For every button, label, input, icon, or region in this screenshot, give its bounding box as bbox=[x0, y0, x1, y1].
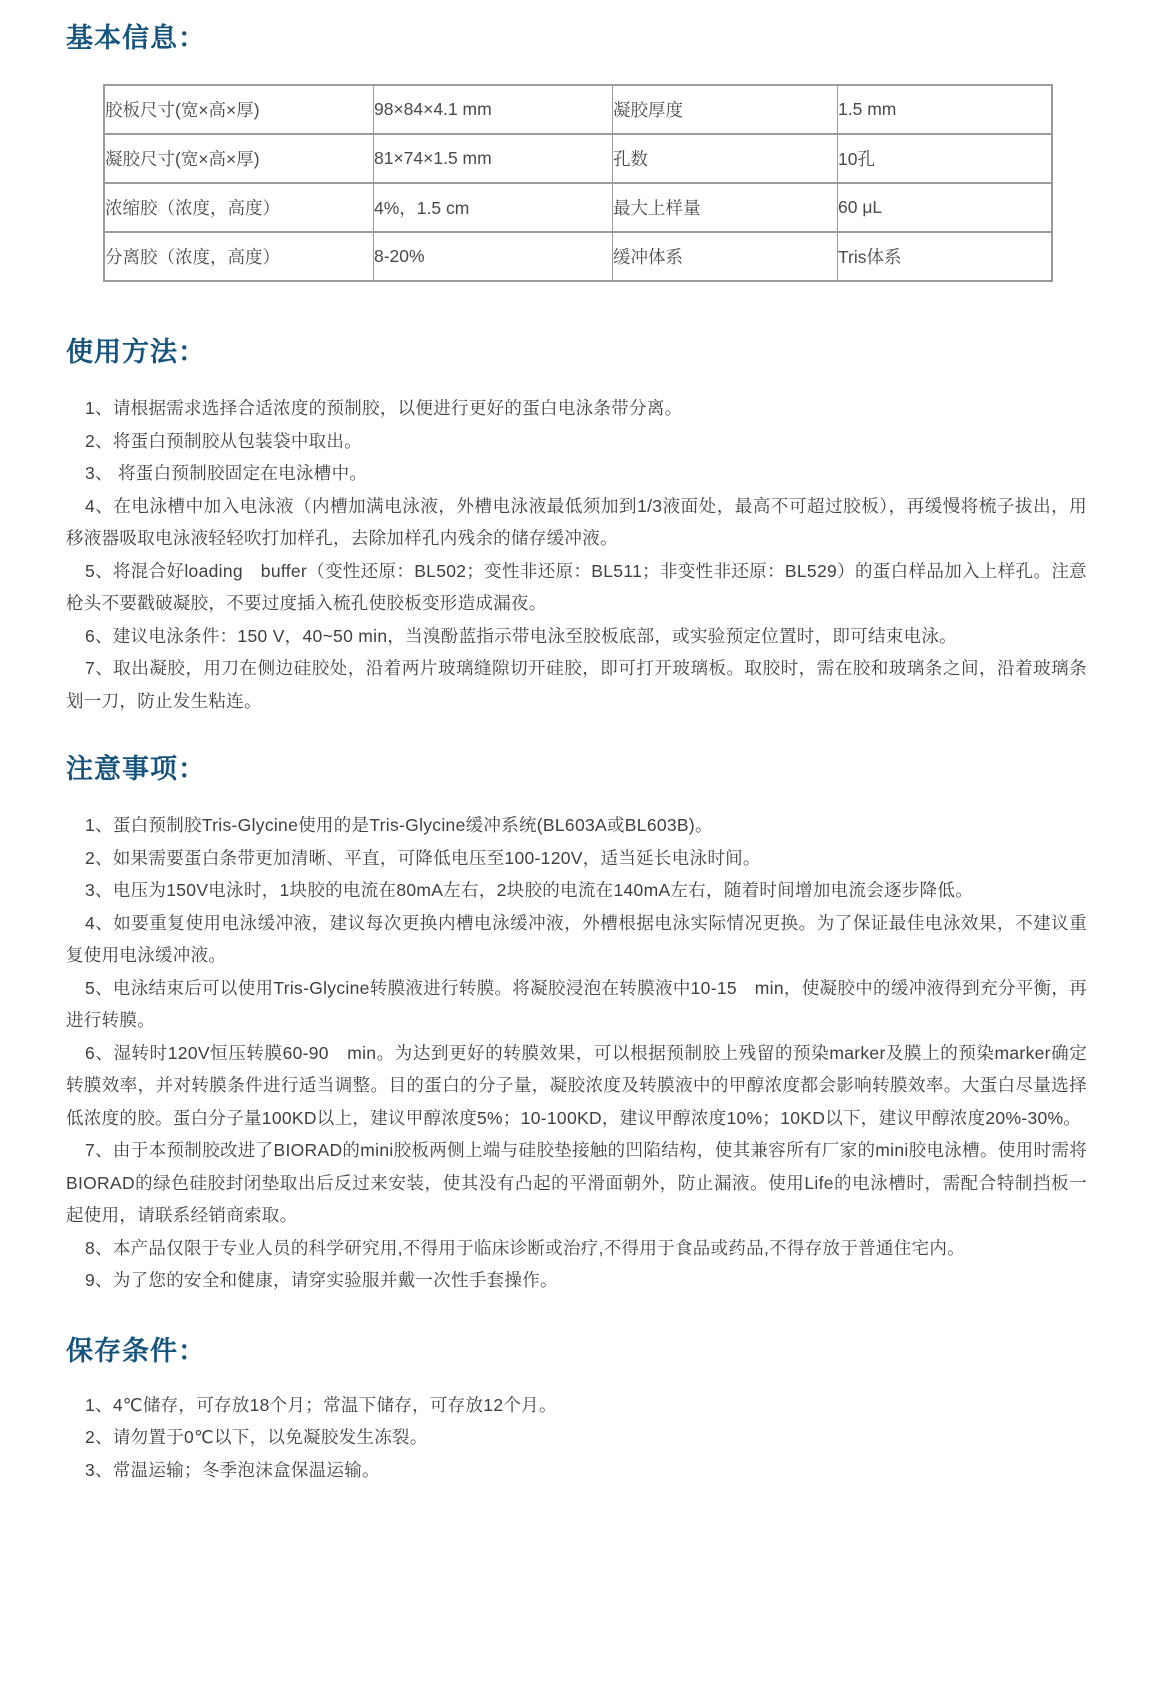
table-row bbox=[104, 134, 1052, 183]
table-cell-label: 分离胶（浓度，高度） bbox=[104, 232, 374, 281]
list-item: 5、电泳结束后可以使用Tris-Glycine转膜液进行转膜。将凝胶浸泡在转膜液中10-15 min，使凝胶中的缓冲液得到充分平衡，再进行转膜。 bbox=[66, 977, 1087, 1030]
table-cell-value: 4%，1.5 cm bbox=[374, 183, 613, 232]
basic-info-table bbox=[103, 84, 1053, 282]
basic-info-title: 基本信息： bbox=[66, 23, 206, 53]
section-basic-info bbox=[66, 20, 1087, 282]
table-row bbox=[104, 183, 1052, 232]
table-cell-label: 凝胶厚度 bbox=[613, 85, 838, 134]
section-usage-instructions bbox=[66, 334, 1087, 717]
storage-title: 保存条件： bbox=[66, 1335, 206, 1366]
notes-title: 注意事项： bbox=[66, 754, 206, 784]
table-cell-label: 胶板尺寸(宽×高×厚) bbox=[104, 85, 374, 134]
list-item: 2、如果需要蛋白条带更加清晰、平直，可降低电压至100-120V，适当延长电泳时间。 bbox=[85, 847, 761, 868]
table-cell-label: 浓缩胶（浓度，高度） bbox=[104, 183, 374, 232]
list-item: 4、如要重复使用电泳缓冲液，建议每次更换内槽电泳缓冲液，外槽根据电泳实际情况更换。为了保证最佳电泳效果，不建议重复使用电泳缓冲液。 bbox=[66, 912, 1087, 965]
table-cell-label: 孔数 bbox=[613, 134, 838, 183]
list-item: 7、由于本预制胶改进了BIORAD的mini胶板两侧上端与硅胶垫接触的凹陷结构，使其兼容所有厂家的mini胶电泳槽。使用时需将BIORAD的绿色硅胶封闭垫取出后反过来安装，使其没有凸起的平滑面朝外，防止漏液。使用Life的电泳槽时，需配合特制挡板一起使用，请联系经销商索取。 bbox=[66, 1140, 1087, 1225]
list-item: 6、建议电泳条件：150 V，40~50 min，当溴酚蓝指示带电泳至胶板底部，或实验预定位置时，即可结束电泳。 bbox=[85, 625, 957, 646]
notes-list bbox=[66, 809, 1087, 1297]
list-item: 1、请根据需求选择合适浓度的预制胶，以便进行更好的蛋白电泳条带分离。 bbox=[85, 398, 683, 418]
list-item: 3、电压为150V电泳时，1块胶的电流在80mA左右，2块胶的电流在140mA左右，随着时间增加电流会逐步降低。 bbox=[85, 880, 974, 900]
table-cell-label: 凝胶尺寸(宽×高×厚) bbox=[104, 134, 374, 183]
table-cell-value: 1.5 mm bbox=[838, 85, 1053, 134]
table-row bbox=[104, 232, 1052, 281]
list-item: 1、蛋白预制胶Tris-Glycine使用的是Tris-Glycine缓冲系统(BL603A或BL603B)。 bbox=[85, 815, 713, 835]
section-precautions bbox=[66, 751, 1087, 1297]
table-cell-value: 81×74×1.5 mm bbox=[374, 134, 613, 183]
table-cell-value: Tris体系 bbox=[838, 232, 1053, 281]
list-item: 2、请勿置于0℃以下，以免凝胶发生冻裂。 bbox=[85, 1427, 428, 1447]
usage-title: 使用方法： bbox=[66, 337, 206, 367]
table-cell-value: 10孔 bbox=[838, 134, 1053, 183]
list-item: 5、将混合好loading buffer（变性还原：BL502；变性非还原：BL511；非变性非还原：BL529）的蛋白样品加入上样孔。注意枪头不要戳破凝胶，不要过度插入梳孔使胶板变形造成漏夜。 bbox=[66, 560, 1087, 613]
usage-list bbox=[66, 392, 1087, 717]
table-cell-label: 缓冲体系 bbox=[613, 232, 838, 281]
table-cell-value: 98×84×4.1 mm bbox=[374, 85, 613, 134]
list-item: 4、在电泳槽中加入电泳液（内槽加满电泳液，外槽电泳液最低须加到1/3液面处，最高不可超过胶板），再缓慢将梳子拔出，用移液器吸取电泳液轻轻吹打加样孔，去除加样孔内残余的储存缓冲液。 bbox=[66, 495, 1087, 548]
list-item: 1、4℃储存，可存放18个月；常温下储存，可存放12个月。 bbox=[85, 1394, 557, 1415]
section-storage-conditions bbox=[66, 1333, 1087, 1487]
list-item: 3、常温运输；冬季泡沫盒保温运输。 bbox=[85, 1459, 380, 1480]
table-cell-label: 最大上样量 bbox=[613, 183, 838, 232]
table-cell-value: 60 μL bbox=[838, 183, 1053, 232]
table-row bbox=[104, 85, 1052, 134]
list-item: 9、为了您的安全和健康，请穿实验服并戴一次性手套操作。 bbox=[85, 1270, 558, 1290]
storage-list bbox=[66, 1389, 1087, 1487]
table-cell-value: 8-20% bbox=[374, 232, 613, 281]
list-item: 7、取出凝胶，用刀在侧边硅胶处，沿着两片玻璃缝隙切开硅胶，即可打开玻璃板。取胶时，需在胶和玻璃条之间，沿着玻璃条划一刀，防止发生粘连。 bbox=[66, 658, 1087, 711]
list-item: 8、本产品仅限于专业人员的科学研究用,不得用于临床诊断或治疗,不得用于食品或药品,不得存放于普通住宅内。 bbox=[85, 1237, 965, 1258]
list-item: 6、湿转时120V恒压转膜60-90 min。为达到更好的转膜效果，可以根据预制胶上残留的预染marker及膜上的预染marker确定转膜效率，并对转膜条件进行适当调整。目的蛋白的分子量，凝胶浓度及转膜液中的甲醇浓度都会影响转膜效率。大蛋白尽量选择低浓度的胶。蛋白分子量100KD以上，建议甲醇浓度5%；10-100KD，建议甲醇浓度10%；10KD以下，建议甲醇浓度20%-30%。 bbox=[66, 1042, 1087, 1128]
list-item: 2、将蛋白预制胶从包装袋中取出。 bbox=[85, 430, 363, 451]
list-item: 3、 将蛋白预制胶固定在电泳槽中。 bbox=[85, 463, 368, 483]
